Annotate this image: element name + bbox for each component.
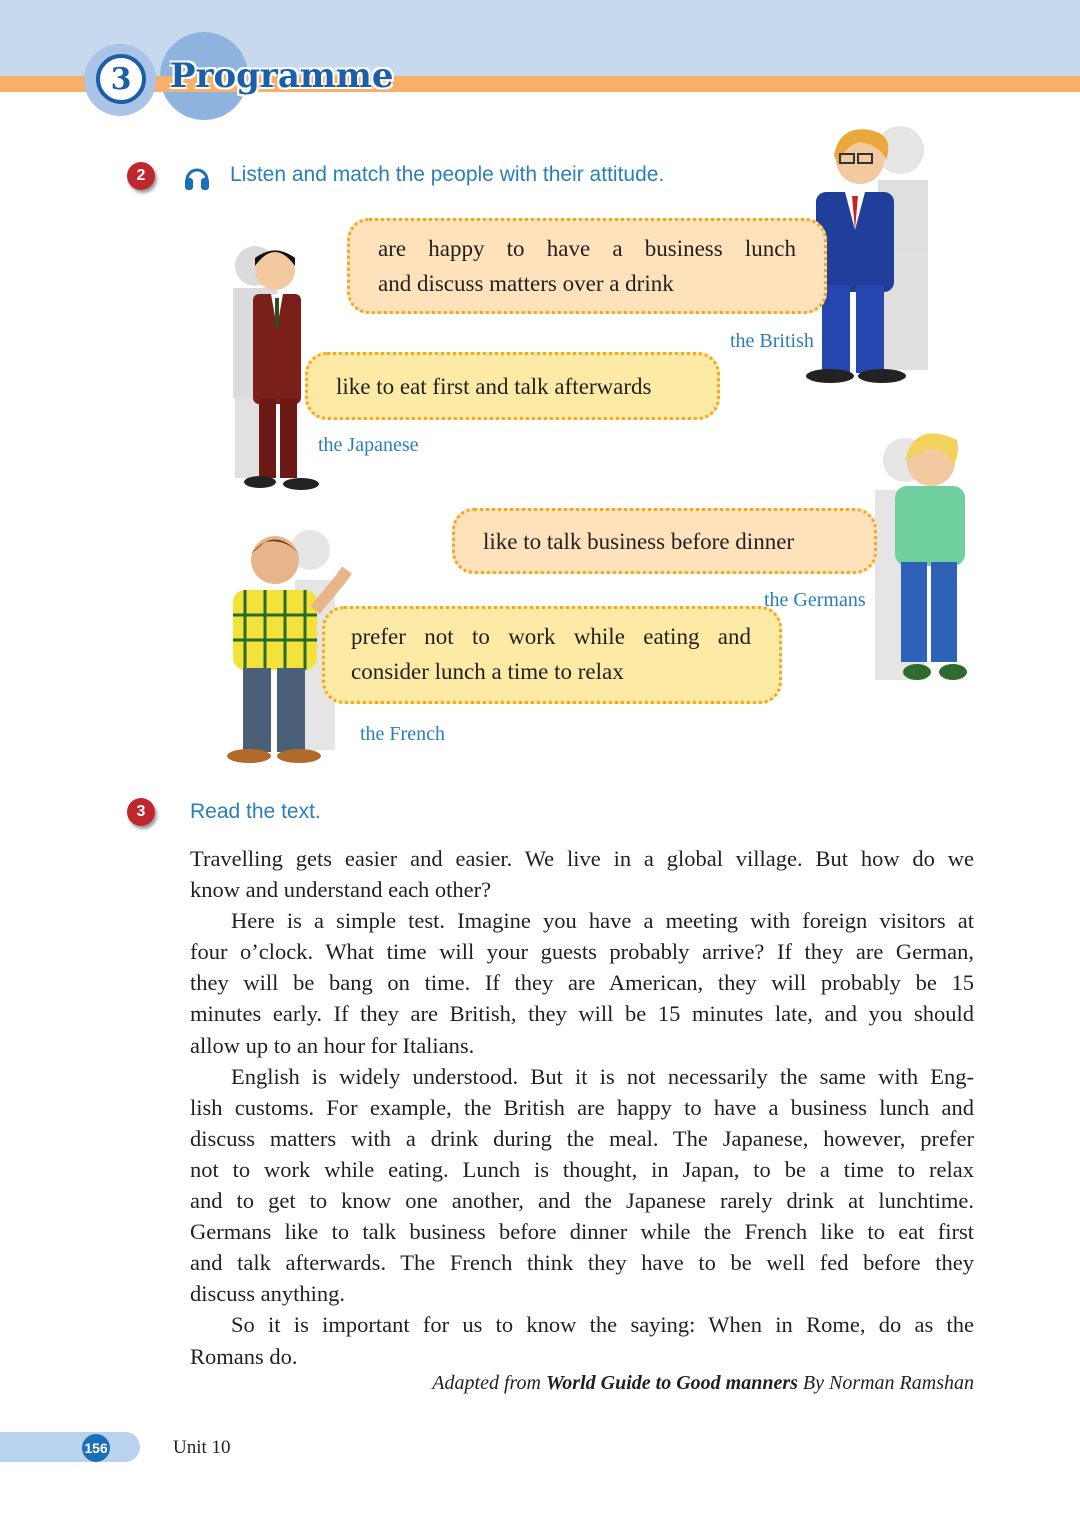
- text-line: minutes early. If they are British, they will be 15 minutes late, and you should: [190, 1001, 974, 1027]
- text-line: lish customs. For example, the British are happy to have a business lunch and: [190, 1094, 974, 1120]
- bubble-text-line: and discuss matters over a drink: [378, 271, 674, 296]
- speech-bubble-japanese: [305, 352, 720, 420]
- label-british: the British: [730, 330, 814, 352]
- source-citation: [432, 1372, 974, 1395]
- bubble-text-line: like to talk business before dinner: [483, 529, 795, 554]
- exercise-instruction: Listen and match the people with their attitude.: [230, 163, 665, 186]
- exercise-instruction: Read the text.: [190, 800, 321, 823]
- reading-text: [190, 843, 974, 1372]
- bubble-text-line: like to eat first and talk afterwards: [336, 374, 652, 399]
- text-line: allow up to an hour for Italians.: [190, 1032, 475, 1058]
- text-line: discuss anything.: [190, 1281, 345, 1307]
- unit-label: Unit 10: [173, 1437, 231, 1458]
- text-line: English is widely understood. But it is not necessarily the same with Eng-: [231, 1063, 974, 1089]
- label-germans: the Germans: [764, 589, 866, 611]
- text-line: Romans do.: [190, 1343, 298, 1369]
- speech-bubble-british: [347, 218, 827, 314]
- section-number: 3: [96, 54, 146, 104]
- text-line: and talk afterwards. The French think they have to be well fed before they: [190, 1250, 974, 1276]
- label-japanese: the Japanese: [318, 434, 419, 456]
- text-line: and to get to know one another, and the Japanese rarely drink at lunchtime.: [190, 1188, 974, 1214]
- text-line: Germans like to talk business before dinner while the French like to eat first: [190, 1219, 974, 1245]
- bubble-text-line: are happy to have a business lunch: [378, 236, 796, 261]
- text-line: not to work while eating. Lunch is thought, in Japan, to be a time to relax: [190, 1156, 974, 1182]
- speech-bubble-germans: [452, 508, 877, 574]
- german-man-illustration: [865, 420, 980, 690]
- text-line: Here is a simple test. Imagine you have a meeting with foreign visitors at: [231, 908, 974, 934]
- bubble-text-line: prefer not to work while eating and: [351, 624, 751, 649]
- exercise-number-badge: 2: [127, 162, 155, 190]
- speech-bubble-french: [322, 606, 782, 704]
- exercise-number-badge: 3: [127, 798, 155, 826]
- text-line: four o’clock. What time will your guests probably arrive? If they are German,: [190, 939, 974, 965]
- headphones-icon[interactable]: [183, 162, 211, 192]
- source-author: By Norman Ramshan: [797, 1372, 974, 1394]
- text-line: discuss matters with a drink during the meal. The Japanese, however, prefer: [190, 1125, 974, 1151]
- label-french: the French: [360, 723, 445, 745]
- text-line: they will be bang on time. If they are American, they will probably be 15: [190, 970, 974, 996]
- header-stripe: [0, 76, 1080, 92]
- text-line: know and understand each other?: [190, 877, 492, 903]
- source-prefix: Adapted from: [432, 1372, 546, 1394]
- bubble-text-line: consider lunch a time to relax: [351, 659, 624, 684]
- source-book-title: World Guide to Good manners: [546, 1372, 798, 1394]
- section-title: Programme: [170, 56, 394, 96]
- text-line: So it is important for us to know the saying: When in Rome, do as the: [231, 1312, 974, 1338]
- page-number: 156: [82, 1434, 110, 1462]
- text-line: Travelling gets easier and easier. We live in a global village. But how do we: [190, 846, 974, 871]
- page-number-band: [0, 1432, 140, 1462]
